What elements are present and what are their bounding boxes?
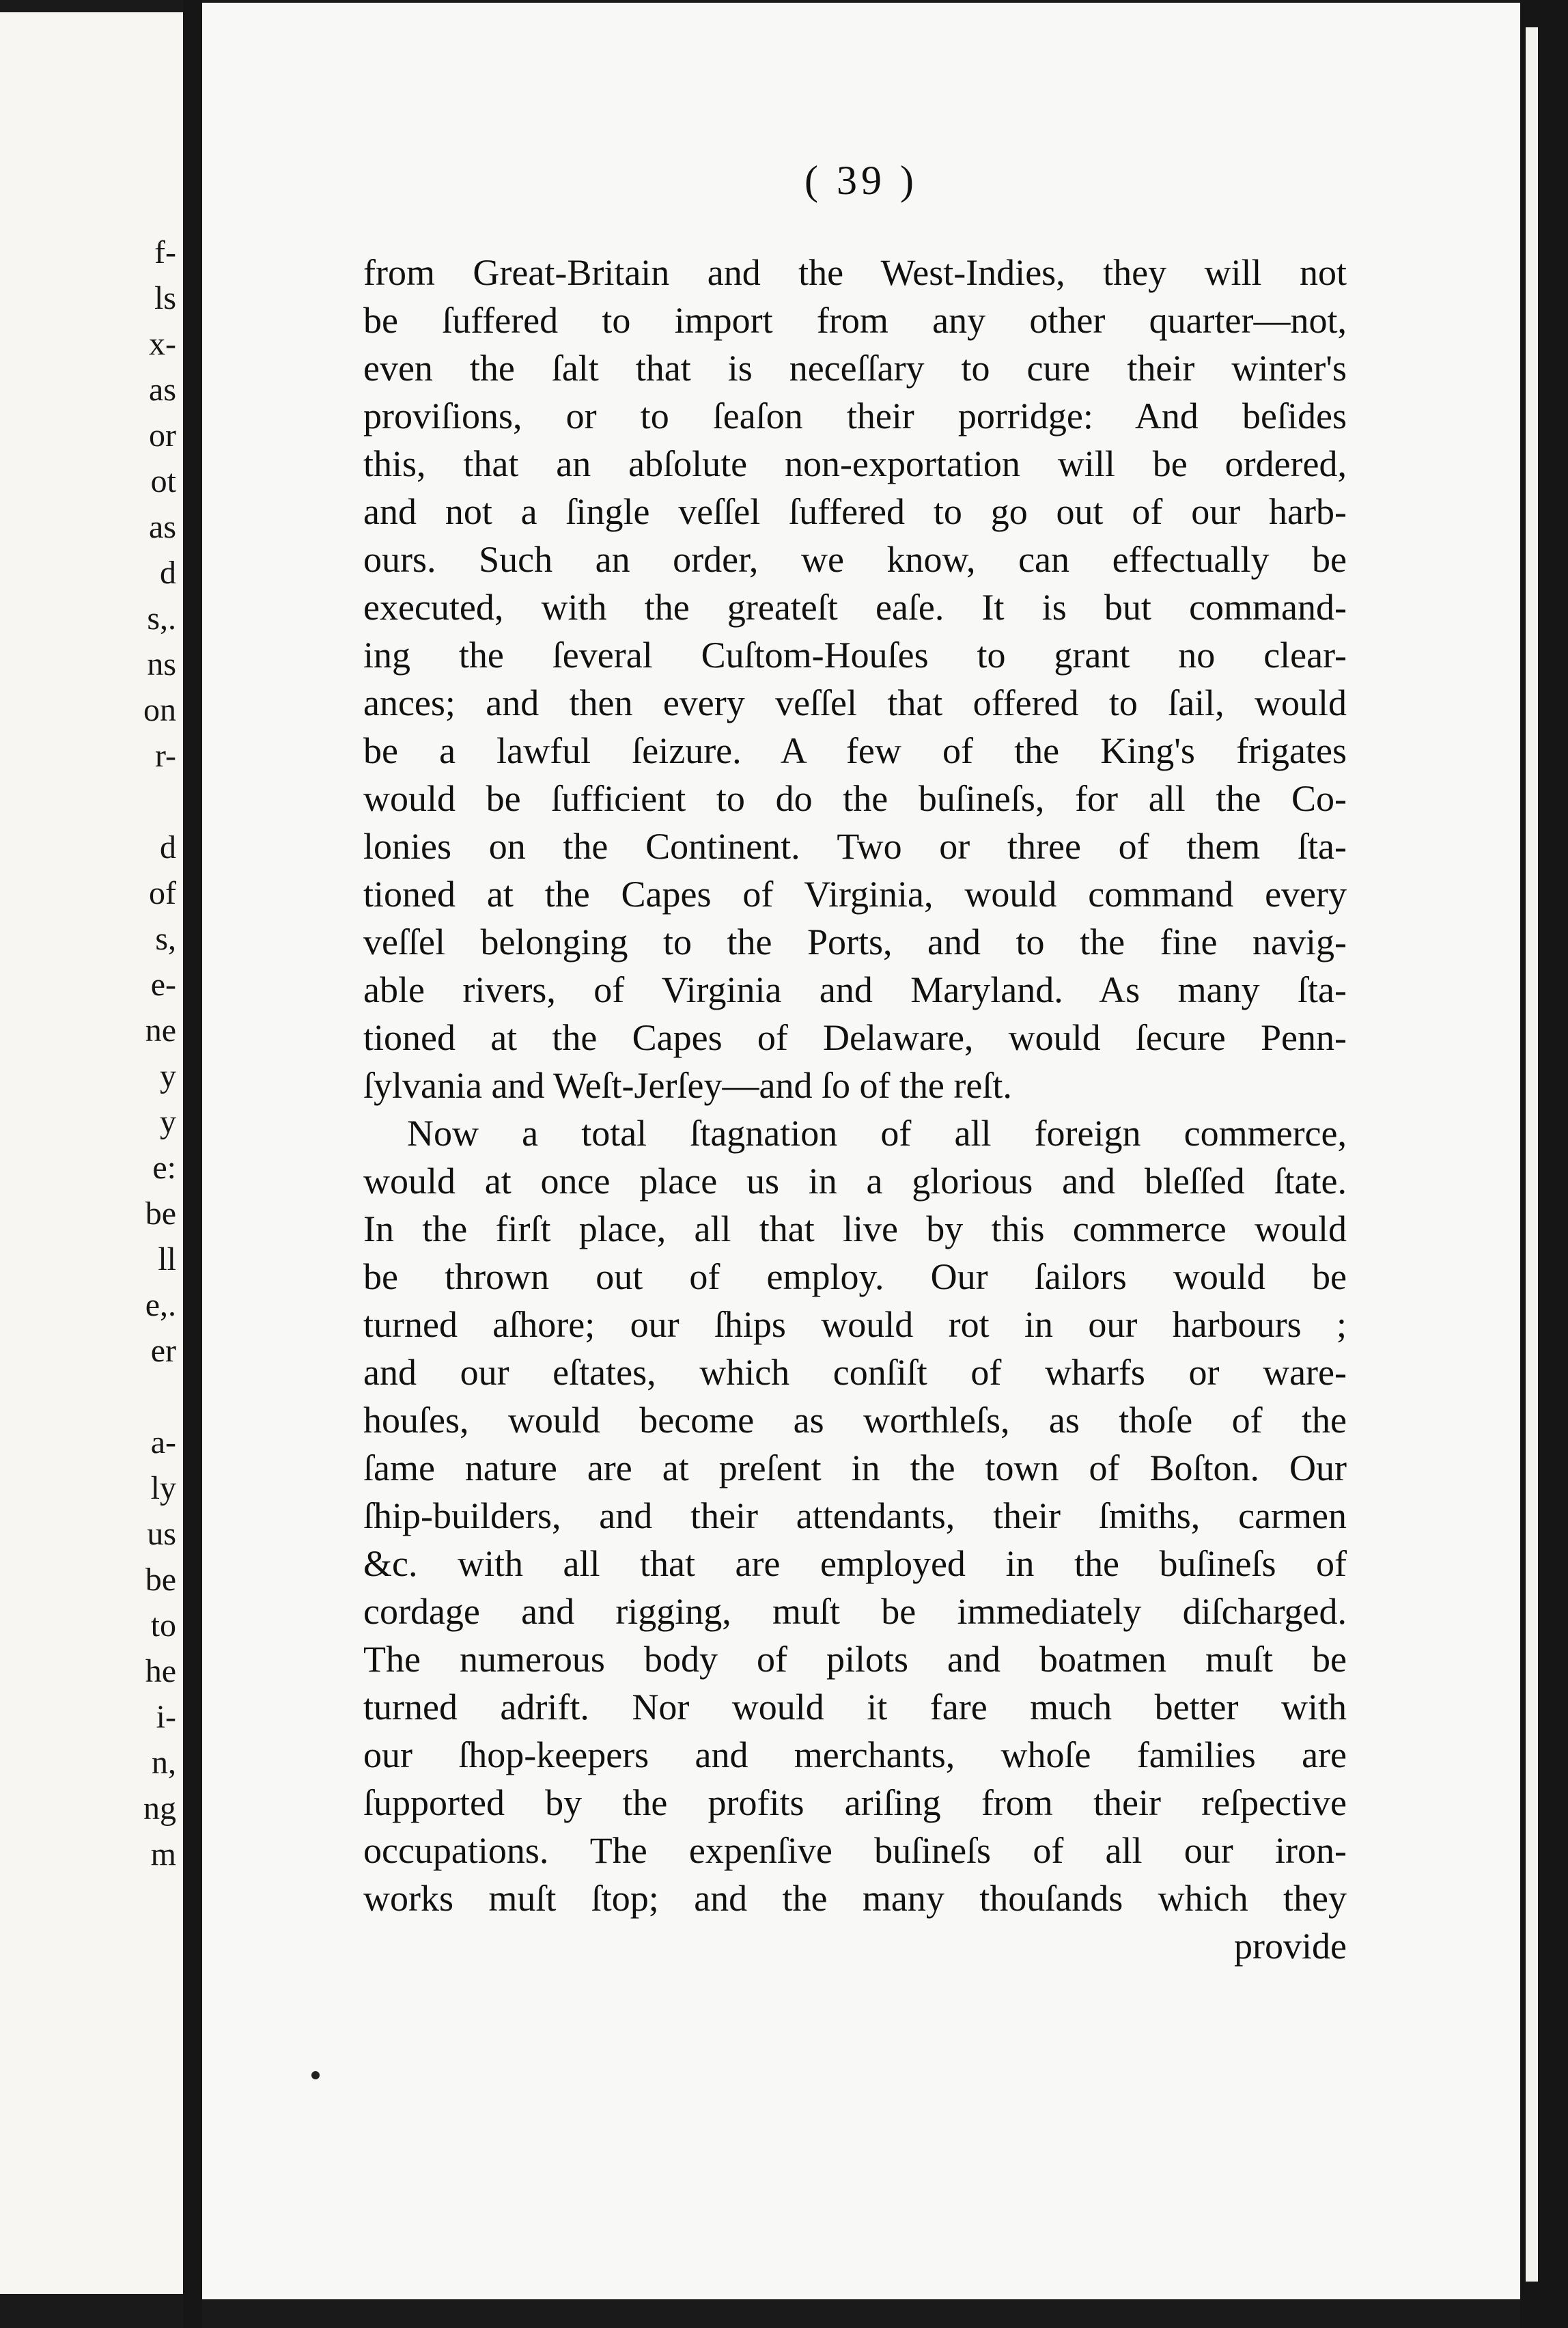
- previous-page-fragment: [143, 1374, 176, 1419]
- previous-page-fragment: us: [147, 1516, 176, 1552]
- previous-page-fragment: y: [160, 1058, 176, 1094]
- previous-page-fragment: e-: [150, 967, 176, 1003]
- text-line: and not a ſingle veſſel ſuffered to go out of our harb-: [363, 491, 1347, 532]
- previous-page-fragment: x-: [149, 326, 176, 362]
- text-line: executed, with the greateſt eaſe. It is but command-: [363, 587, 1347, 628]
- text-line: ſame nature are at preſent in the town of Boſton. Our: [363, 1447, 1347, 1488]
- text-line: ours. Such an order, we know, can effectually be: [363, 539, 1347, 580]
- previous-page-fragment: [143, 779, 176, 824]
- text-line: ſylvania and Weſt-Jerſey—and ſo of the reſt.: [363, 1065, 1012, 1106]
- text-line: ances; and then every veſſel that offered to ſail, would: [363, 682, 1347, 723]
- previous-page-fragment: ly: [150, 1470, 176, 1506]
- book-right-edge: [1520, 0, 1568, 2328]
- text-line: veſſel belonging to the Ports, and to the fine navig-: [363, 922, 1347, 962]
- text-line: lonies on the Continent. Two or three of them ſta-: [363, 826, 1347, 867]
- text-line: be a lawful ſeizure. A few of the King's frigates: [363, 730, 1347, 771]
- previous-page-fragments: [143, 230, 176, 1877]
- text-line: occupations. The expenſive buſineſs of all our iron-: [363, 1830, 1347, 1871]
- previous-page-fragment: m: [150, 1836, 176, 1872]
- previous-page-fragment: y: [160, 1104, 176, 1140]
- text-line: tioned at the Capes of Virginia, would command every: [363, 874, 1347, 915]
- previous-page-fragment: ng: [143, 1790, 176, 1827]
- previous-page-fragment: ot: [150, 463, 176, 499]
- ink-speck: [311, 2071, 320, 2079]
- previous-page-fragment: s,: [155, 921, 176, 957]
- previous-page-fragment: a-: [150, 1424, 176, 1460]
- text-line: ſupported by the profits ariſing from their reſpective: [363, 1782, 1347, 1823]
- text-line: would at once place us in a glorious and bleſſed ſtate.: [363, 1161, 1347, 1202]
- text-line: even the ſalt that is neceſſary to cure their winter's: [363, 348, 1347, 389]
- text-line: houſes, would become as worthleſs, as thoſe of the: [363, 1400, 1347, 1441]
- previous-page-fragment: be: [145, 1562, 176, 1598]
- paragraph-first-line: Now a total ſtagnation of all foreign commerce,: [407, 1113, 1347, 1154]
- text-line: be ſuffered to import from any other quarter—not,: [363, 300, 1347, 341]
- page-edge-strip: [1526, 27, 1538, 2282]
- previous-page-fragment: s,.: [147, 600, 176, 637]
- text-line: turned adrift. Nor would it fare much better with: [363, 1687, 1347, 1728]
- previous-page-fragment: n,: [152, 1745, 176, 1781]
- book-gutter: [183, 0, 202, 2328]
- previous-page-fragment: as: [149, 509, 176, 545]
- text-line: proviſions, or to ſeaſon their porridge: And beſides: [363, 396, 1347, 436]
- previous-page-fragment: d: [160, 829, 176, 865]
- previous-page-fragment: f-: [154, 234, 176, 271]
- previous-page-fragment: to: [150, 1607, 176, 1644]
- text-line: ing the ſeveral Cuſtom-Houſes to grant no clear-: [363, 635, 1347, 676]
- previous-page-fragment: e,.: [145, 1287, 176, 1323]
- previous-page-fragment: ns: [147, 646, 176, 682]
- previous-page-edge: [0, 12, 183, 2294]
- previous-page-fragment: ne: [145, 1012, 176, 1049]
- text-line: works muſt ſtop; and the many thouſands which they: [363, 1878, 1347, 1919]
- text-line: cordage and rigging, muſt be immediately diſcharged.: [363, 1591, 1347, 1632]
- previous-page-fragment: r-: [154, 738, 176, 774]
- previous-page-fragment: e:: [152, 1150, 176, 1186]
- book-page: [202, 3, 1520, 2299]
- previous-page-fragment: er: [150, 1333, 176, 1369]
- text-line: and our eſtates, which conſiſt of wharfs or ware-: [363, 1352, 1347, 1393]
- text-line: ſhip-builders, and their attendants, their ſmiths, carmen: [363, 1495, 1347, 1536]
- text-line: able rivers, of Virginia and Maryland. As many ſta-: [363, 969, 1347, 1010]
- page-number: ( 39 ): [804, 158, 918, 203]
- previous-page-fragment: of: [149, 875, 176, 911]
- text-line: from Great-Britain and the West-Indies, they will not: [363, 252, 1347, 293]
- text-line: our ſhop-keepers and merchants, whoſe families are: [363, 1734, 1347, 1775]
- catchword: provide: [1234, 1926, 1347, 1967]
- page-body-text: [363, 249, 1347, 1970]
- text-line: this, that an abſolute non-exportation will be ordered,: [363, 443, 1347, 484]
- text-line: would be ſufficient to do the buſineſs, for all the Co-: [363, 778, 1347, 819]
- previous-page-fragment: ll: [158, 1241, 176, 1277]
- previous-page-fragment: or: [149, 417, 176, 454]
- text-line: tioned at the Capes of Delaware, would ſecure Penn-: [363, 1017, 1347, 1058]
- text-line: The numerous body of pilots and boatmen muſt be: [363, 1639, 1347, 1680]
- previous-page-fragment: on: [143, 692, 176, 728]
- previous-page-fragment: i-: [156, 1699, 176, 1735]
- text-line: be thrown out of employ. Our ſailors would be: [363, 1256, 1347, 1297]
- previous-page-fragment: be: [145, 1195, 176, 1232]
- text-line: turned aſhore; our ſhips would rot in our harbours ;: [363, 1304, 1347, 1345]
- previous-page-fragment: he: [145, 1653, 176, 1689]
- text-line: &c. with all that are employed in the buſineſs of: [363, 1543, 1347, 1584]
- text-line: In the firſt place, all that live by this commerce would: [363, 1208, 1347, 1249]
- previous-page-fragment: as: [149, 372, 176, 408]
- previous-page-fragment: ls: [154, 280, 176, 316]
- previous-page-fragment: d: [160, 555, 176, 591]
